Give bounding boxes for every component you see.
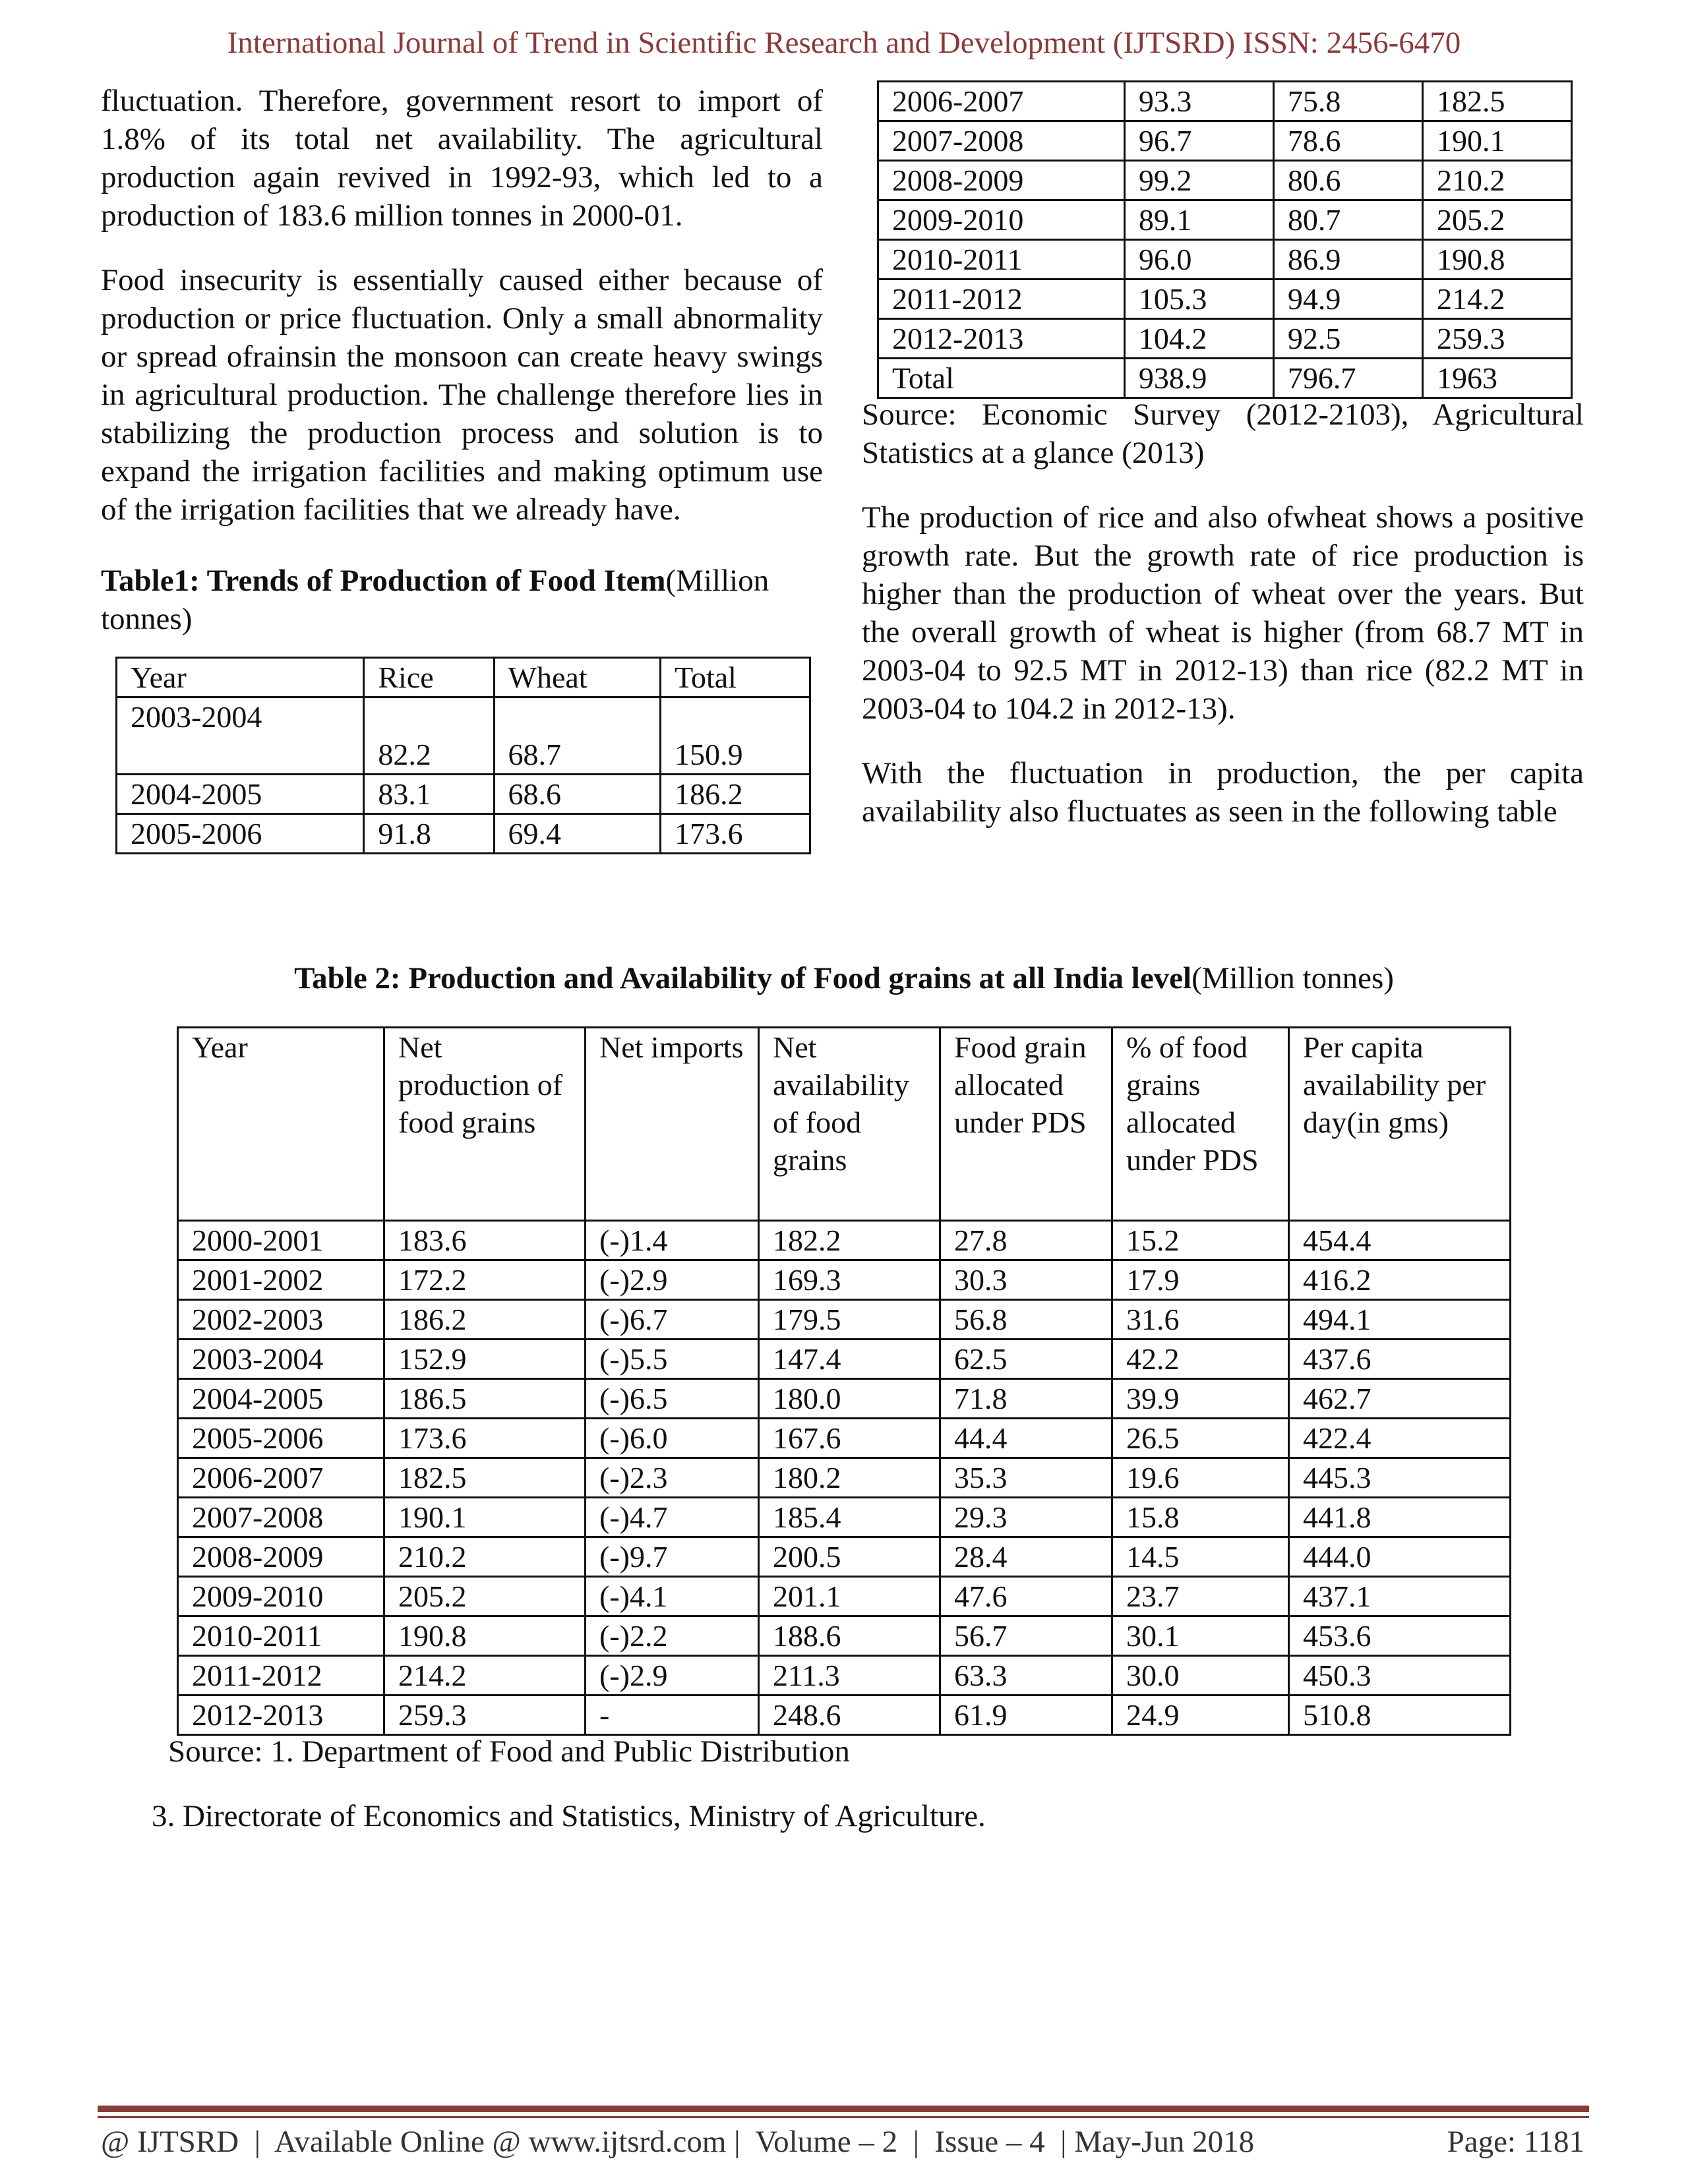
table-cell: 454.4 [1289, 1221, 1511, 1260]
table-cell: 96.7 [1124, 121, 1273, 161]
table2-source-item: 3. Directorate of Economics and Statistics, Ministry of Agriculture. [152, 1799, 986, 1833]
table-cell: 2006-2007 [878, 82, 1125, 121]
table-cell [661, 697, 810, 775]
table-cell: (-)4.1 [586, 1577, 759, 1616]
table-cell: 182.2 [759, 1221, 940, 1260]
table-cell: 19.6 [1112, 1458, 1289, 1498]
table-cell: 15.2 [1112, 1221, 1289, 1260]
table-cell: 201.1 [759, 1577, 940, 1616]
table-cell: 30.1 [1112, 1616, 1289, 1656]
table-header-cell: Net availability of food grains [759, 1028, 940, 1221]
table-cell: 28.4 [940, 1537, 1112, 1577]
footer-info: @ IJTSRD | Available Online @ www.ijtsrd.com | Volume – 2 | Issue – 4 | May-Jun 2018 [101, 2125, 1255, 2159]
table-cell: 248.6 [759, 1696, 940, 1735]
table-cell: 2010-2011 [178, 1616, 384, 1656]
paragraph: The production of rice and also ofwheat shows a positive growth rate. But the growth rate of rice production is higher than the production of wheat over the years. But the overall growth of wheat is higher (from 68.7 MT in 2003-04 to 92.5 MT in 2012-13) than rice (82.2 MT in 2003-04 to 104.2 in 2012-13). [862, 500, 1584, 726]
table-cell: 63.3 [940, 1656, 1112, 1696]
table-cell: 2002-2003 [178, 1300, 384, 1340]
table-cell: 214.2 [384, 1656, 586, 1696]
table-row [878, 359, 1572, 398]
table-cell: 186.5 [384, 1379, 586, 1419]
table-row [178, 1221, 1511, 1260]
table-header-cell: Total [661, 658, 810, 697]
table-cell: 2008-2009 [178, 1537, 384, 1577]
table-cell: 190.8 [384, 1616, 586, 1656]
table-cell: 182.5 [384, 1458, 586, 1498]
table-cell: 179.5 [759, 1300, 940, 1340]
footer-rule [98, 2106, 1589, 2112]
table1-caption-title: Table1: Trends of Production of Food Item [101, 564, 666, 598]
table-cell: 1963 [1422, 359, 1571, 398]
left-column [101, 82, 823, 854]
table-row [878, 121, 1572, 161]
table-cell: 186.2 [384, 1300, 586, 1340]
table1 [115, 657, 811, 854]
footer-rule [98, 2116, 1589, 2118]
table-header-row [117, 658, 810, 697]
table-cell: 210.2 [1422, 161, 1571, 200]
table-cell: (-)2.3 [586, 1458, 759, 1498]
table-cell: 31.6 [1112, 1300, 1289, 1340]
table2-source: Source: 1. Department of Food and Public Distribution [168, 1734, 850, 1769]
table-cell: 42.2 [1112, 1340, 1289, 1379]
paragraph: fluctuation. Therefore, government resort to import of 1.8% of its total net availability. The agricultural production again revived in 1992-93, which led to a production of 183.6 million tonnes in 2000-01. [101, 84, 823, 233]
table-cell: 68.6 [494, 775, 661, 814]
table-row [878, 240, 1572, 280]
table-cell: 27.8 [940, 1221, 1112, 1260]
table-cell: 450.3 [1289, 1656, 1511, 1696]
table-cell: 44.4 [940, 1419, 1112, 1458]
table-cell: 29.3 [940, 1498, 1112, 1537]
table-cell: 2004-2005 [178, 1379, 384, 1419]
table-cell: 14.5 [1112, 1537, 1289, 1577]
table2-title [0, 960, 1688, 996]
table-cell: 205.2 [1422, 200, 1571, 240]
table-row [178, 1498, 1511, 1537]
table-cell: 190.1 [384, 1498, 586, 1537]
table-cell: 56.8 [940, 1300, 1112, 1340]
table-cell: 62.5 [940, 1340, 1112, 1379]
table-cell: 445.3 [1289, 1458, 1511, 1498]
table-cell: (-)1.4 [586, 1221, 759, 1260]
table-cell: 56.7 [940, 1616, 1112, 1656]
table-cell: 462.7 [1289, 1379, 1511, 1419]
table-row [117, 697, 810, 775]
table-row [178, 1458, 1511, 1498]
table-cell: 441.8 [1289, 1498, 1511, 1537]
table-cell: 23.7 [1112, 1577, 1289, 1616]
table-cell: 91.8 [364, 814, 494, 854]
paragraph: Food insecurity is essentially caused either because of production or price fluctuation. Only a small abnormality or spread ofrainsin the monsoon can create heavy swings in agricultural production. The challenge therefore lies in stabilizing the production process and solution is to expand the irrigation facilities and making optimum use of the irrigation facilities that we already have. [101, 263, 823, 527]
table-row [878, 319, 1572, 359]
table-cell-value: 82.2 [378, 738, 431, 771]
table-row [178, 1577, 1511, 1616]
table-row [178, 1616, 1511, 1656]
table-row [178, 1537, 1511, 1577]
table-cell: 69.4 [494, 814, 661, 854]
table-cell: 99.2 [1124, 161, 1273, 200]
table-cell: 259.3 [384, 1696, 586, 1735]
table-cell: 89.1 [1124, 200, 1273, 240]
journal-header: International Journal of Trend in Scientific Research and Development (IJTSRD) ISSN: 2456-6470 [227, 26, 1461, 60]
table-cell: 2003-2004 [117, 697, 364, 775]
table-cell: 61.9 [940, 1696, 1112, 1735]
table-cell: (-)4.7 [586, 1498, 759, 1537]
table-cell: 259.3 [1422, 319, 1571, 359]
table-cell: 2012-2013 [878, 319, 1125, 359]
table-cell: 205.2 [384, 1577, 586, 1616]
table-cell: 2000-2001 [178, 1221, 384, 1260]
table-cell: (-)6.5 [586, 1379, 759, 1419]
table-cell: 190.1 [1422, 121, 1571, 161]
table-cell: 2005-2006 [117, 814, 364, 854]
table-row [178, 1379, 1511, 1419]
table-cell: 2009-2010 [878, 200, 1125, 240]
table-cell: 182.5 [1422, 82, 1571, 121]
table-cell: 422.4 [1289, 1419, 1511, 1458]
table-cell: 2005-2006 [178, 1419, 384, 1458]
table-header-cell: Wheat [494, 658, 661, 697]
table-cell: 796.7 [1273, 359, 1422, 398]
table-cell: 2006-2007 [178, 1458, 384, 1498]
table-cell: (-)5.5 [586, 1340, 759, 1379]
table-header-cell: Food grain allocated under PDS [940, 1028, 1112, 1221]
table-cell: 437.6 [1289, 1340, 1511, 1379]
table-cell: 80.7 [1273, 200, 1422, 240]
table-cell: 173.6 [384, 1419, 586, 1458]
table-cell: 80.6 [1273, 161, 1422, 200]
table-cell: 2007-2008 [178, 1498, 384, 1537]
table-cell: 105.3 [1124, 280, 1273, 319]
table-cell-value: 68.7 [508, 738, 562, 771]
table-cell [364, 697, 494, 775]
table-row [178, 1300, 1511, 1340]
table-cell: 94.9 [1273, 280, 1422, 319]
table-cell: 86.9 [1273, 240, 1422, 280]
table-cell: 453.6 [1289, 1616, 1511, 1656]
table-cell: 211.3 [759, 1656, 940, 1696]
table-cell: 147.4 [759, 1340, 940, 1379]
table-cell: 167.6 [759, 1419, 940, 1458]
table-cell: 83.1 [364, 775, 494, 814]
table-cell: 30.3 [940, 1260, 1112, 1300]
table-header-cell: Net production of food grains [384, 1028, 586, 1221]
table-header-row [178, 1028, 1511, 1221]
table-cell: (-)2.9 [586, 1656, 759, 1696]
table-cell: 173.6 [661, 814, 810, 854]
table-cell: 494.1 [1289, 1300, 1511, 1340]
table-cell: 47.6 [940, 1577, 1112, 1616]
page-number: Page: 1181 [1447, 2125, 1584, 2159]
table-row [878, 280, 1572, 319]
table-cell: 186.2 [661, 775, 810, 814]
table1-caption [101, 562, 823, 638]
table-cell: 200.5 [759, 1537, 940, 1577]
table-cell: 39.9 [1112, 1379, 1289, 1419]
table-cell: 2001-2002 [178, 1260, 384, 1300]
table-cell: 2003-2004 [178, 1340, 384, 1379]
table-cell: 183.6 [384, 1221, 586, 1260]
table-cell: Total [878, 359, 1125, 398]
table-cell: 2004-2005 [117, 775, 364, 814]
table-row [178, 1696, 1511, 1735]
table-cell: (-)6.0 [586, 1419, 759, 1458]
table-cell: 35.3 [940, 1458, 1112, 1498]
table-row [178, 1419, 1511, 1458]
table-cell: 2010-2011 [878, 240, 1125, 280]
table-cell: 180.2 [759, 1458, 940, 1498]
table-cell: 78.6 [1273, 121, 1422, 161]
table-cell: 104.2 [1124, 319, 1273, 359]
table1-caption-unit: (Million tonnes) [101, 564, 769, 636]
table-cell: - [586, 1696, 759, 1735]
table-cell: 510.8 [1289, 1696, 1511, 1735]
table-row [178, 1340, 1511, 1379]
table2-title-bold: Table 2: Production and Availability of Food grains at all India level [294, 961, 1192, 995]
table-row [117, 814, 810, 854]
table-row [117, 775, 810, 814]
table-cell: 75.8 [1273, 82, 1422, 121]
table-row [178, 1260, 1511, 1300]
table-header-cell: Rice [364, 658, 494, 697]
table-cell: 152.9 [384, 1340, 586, 1379]
table-cell: (-)2.9 [586, 1260, 759, 1300]
table-cell-value: 150.9 [675, 738, 743, 771]
table-cell: 190.8 [1422, 240, 1571, 280]
table-row [878, 200, 1572, 240]
right-column [862, 396, 1584, 857]
table-cell: 188.6 [759, 1616, 940, 1656]
footer [101, 2124, 1584, 2160]
table-cell: 30.0 [1112, 1656, 1289, 1696]
table2-title-unit: (Million tonnes) [1191, 961, 1394, 995]
table-cell: 2008-2009 [878, 161, 1125, 200]
table-header-cell: % of food grains allocated under PDS [1112, 1028, 1289, 1221]
table2 [177, 1026, 1511, 1736]
table1-continued [877, 80, 1573, 399]
table-cell: 169.3 [759, 1260, 940, 1300]
table-cell: 15.8 [1112, 1498, 1289, 1537]
table-cell: 180.0 [759, 1379, 940, 1419]
table-cell: 92.5 [1273, 319, 1422, 359]
table-row [178, 1656, 1511, 1696]
table-cell: 214.2 [1422, 280, 1571, 319]
table-cell: 416.2 [1289, 1260, 1511, 1300]
table2-body [178, 1221, 1511, 1735]
table-cell: (-)2.2 [586, 1616, 759, 1656]
table-cell: 96.0 [1124, 240, 1273, 280]
table-header-cell: Per capita availability per day(in gms) [1289, 1028, 1511, 1221]
table-cell [494, 697, 661, 775]
table-cell: 26.5 [1112, 1419, 1289, 1458]
table-cell: 210.2 [384, 1537, 586, 1577]
table-cell: 2011-2012 [878, 280, 1125, 319]
table-cell: 172.2 [384, 1260, 586, 1300]
table-cell: 2009-2010 [178, 1577, 384, 1616]
table-header-cell: Year [178, 1028, 384, 1221]
table-cell: 185.4 [759, 1498, 940, 1537]
paragraph: With the fluctuation in production, the per capita availability also fluctuates as seen in the following table [862, 756, 1584, 829]
table1-continued-body [878, 82, 1572, 398]
table-cell: 17.9 [1112, 1260, 1289, 1300]
table-row [878, 82, 1572, 121]
table-row [878, 161, 1572, 200]
table-cell: 24.9 [1112, 1696, 1289, 1735]
table-header-cell: Net imports [586, 1028, 759, 1221]
table-cell: (-)9.7 [586, 1537, 759, 1577]
table-cell: 2012-2013 [178, 1696, 384, 1735]
table-cell: 444.0 [1289, 1537, 1511, 1577]
table-cell: 437.1 [1289, 1577, 1511, 1616]
table-cell: 2011-2012 [178, 1656, 384, 1696]
table-header-cell: Year [117, 658, 364, 697]
table-cell: 93.3 [1124, 82, 1273, 121]
table1-source: Source: Economic Survey (2012-2103), Agricultural Statistics at a glance (2013) [862, 398, 1584, 470]
table-cell: 71.8 [940, 1379, 1112, 1419]
table-cell: 938.9 [1124, 359, 1273, 398]
table-cell: 2007-2008 [878, 121, 1125, 161]
table-cell: (-)6.7 [586, 1300, 759, 1340]
